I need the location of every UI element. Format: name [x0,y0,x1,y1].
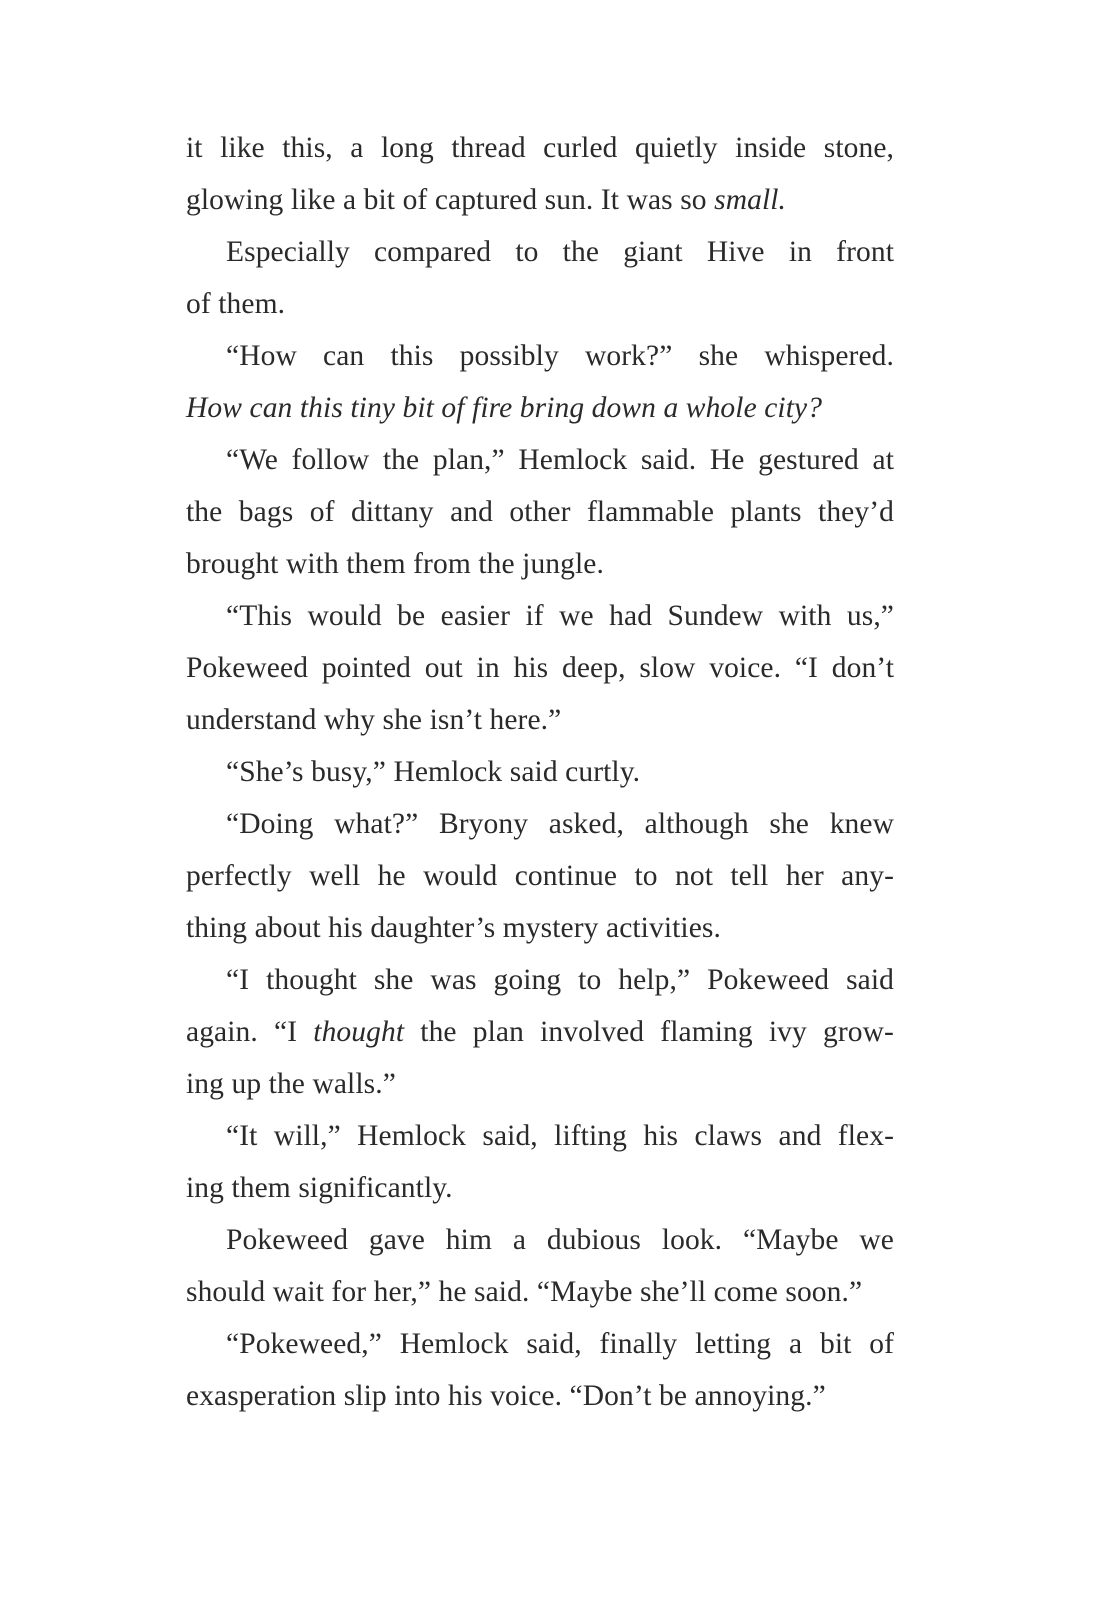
text-line [186,1006,894,1058]
italic-text: small. [714,184,787,216]
text-line [186,902,894,954]
text-run: Especially compared to the giant Hive in front [226,236,894,268]
text-line [186,590,894,642]
text-line [186,122,894,174]
text-line [186,330,894,382]
text-line [186,434,894,486]
text-run: it like this, a long thread curled quietly inside stone, [186,132,894,164]
text-run: “How can this possibly work?” she whispered. [226,340,894,372]
text-line [186,1214,894,1266]
book-page-text [186,122,894,1422]
text-run: “Doing what?” Bryony asked, although she knew [226,808,894,840]
text-run: exasperation slip into his voice. “Don’t be annoying.” [186,1380,826,1412]
italic-text: thought [313,1016,405,1048]
text-run: “It will,” Hemlock said, lifting his claws and flex- [226,1120,894,1152]
text-line [186,1058,894,1110]
text-run: glowing like a bit of captured sun. It was so [186,184,715,216]
text-line [186,798,894,850]
text-line [186,382,894,434]
text-line [186,694,894,746]
text-line [186,226,894,278]
text-run: “Pokeweed,” Hemlock said, finally letting a bit of [226,1328,894,1360]
text-run: should wait for her,” he said. “Maybe she’ll come soon.” [186,1276,863,1308]
text-line [186,486,894,538]
text-run: of them. [186,288,286,320]
text-run: again. “I [186,1016,314,1048]
text-line [186,746,894,798]
text-line [186,850,894,902]
text-line [186,174,894,226]
text-run: understand why she isn’t here.” [186,704,562,736]
text-run: the bags of dittany and other flammable plants they’d [186,496,894,528]
text-line [186,1266,894,1318]
text-line [186,1318,894,1370]
text-line [186,642,894,694]
text-run: “She’s busy,” Hemlock said curtly. [226,756,641,788]
text-run: “This would be easier if we had Sundew with us,” [226,600,894,632]
text-run: “We follow the plan,” Hemlock said. He gestured at [226,444,894,476]
text-line [186,278,894,330]
text-line [186,954,894,1006]
text-run: Pokeweed pointed out in his deep, slow voice. “I don’t [186,652,894,684]
text-run: brought with them from the jungle. [186,548,604,580]
text-run: thing about his daughter’s mystery activities. [186,912,721,944]
text-line [186,1110,894,1162]
text-line [186,538,894,590]
text-run: the plan involved flaming ivy grow- [404,1016,894,1048]
text-run: Pokeweed gave him a dubious look. “Maybe we [226,1224,894,1256]
text-run: ing them significantly. [186,1172,453,1204]
text-line [186,1162,894,1214]
italic-text: How can this tiny bit of fire bring down a whole city? [186,392,823,424]
text-line [186,1370,894,1422]
text-run: “I thought she was going to help,” Pokeweed said [226,964,894,996]
text-run: ing up the walls.” [186,1068,396,1100]
text-run: perfectly well he would continue to not tell her any- [186,860,894,892]
